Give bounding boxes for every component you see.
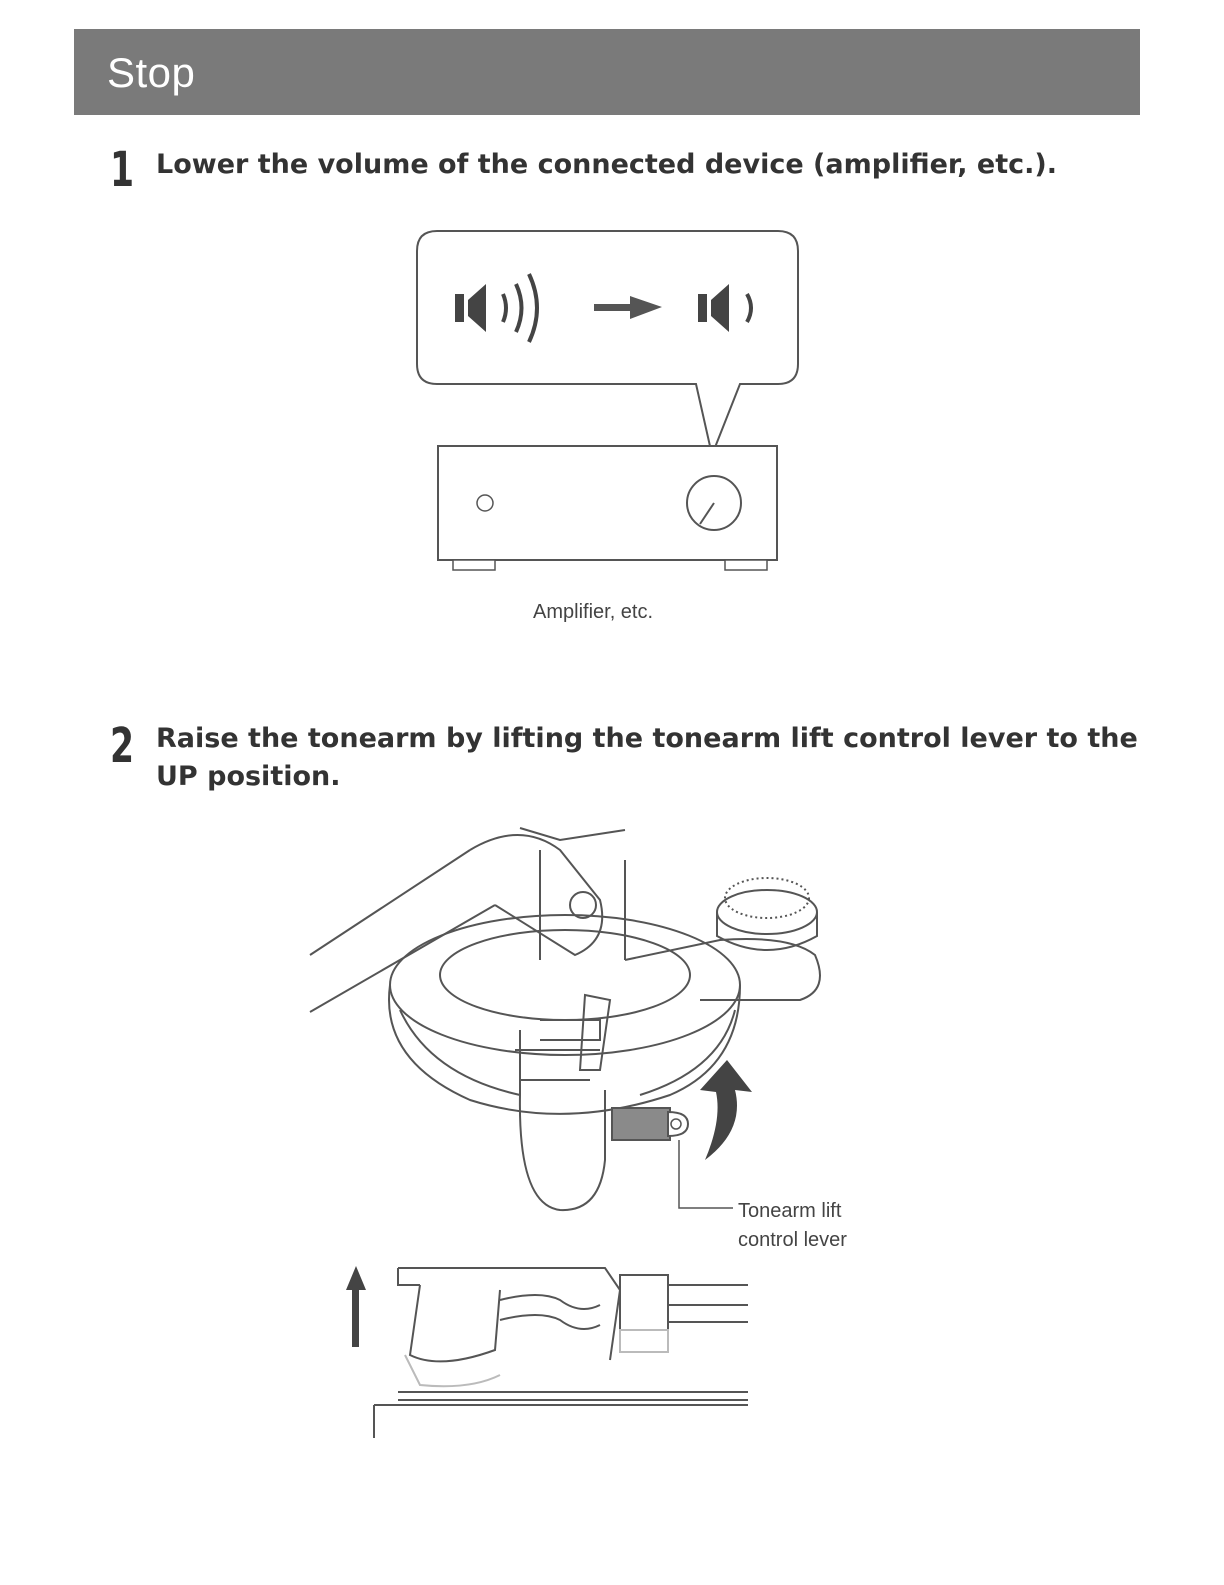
up-arrow-icon <box>346 1266 366 1347</box>
amplifier-body <box>438 446 777 560</box>
step-1-text: Lower the volume of the connected device (amplifier, etc.). <box>156 149 1057 180</box>
volume-low-icon <box>698 284 751 332</box>
amplifier-indicator <box>477 495 493 511</box>
volume-high-icon <box>455 274 537 342</box>
section-title: Stop <box>107 49 196 96</box>
lever-callout-line-1: Tonearm lift <box>738 1200 842 1222</box>
volume-knob <box>687 476 741 530</box>
lever-callout-line-2: control lever <box>738 1229 847 1251</box>
section-header <box>74 29 1140 115</box>
lift-lever <box>612 1108 670 1140</box>
arrow-right-icon <box>594 296 662 319</box>
step-2-text-line-1: Raise the tonearm by lifting the tonearm lift control lever to the <box>156 723 1138 754</box>
speech-bubble <box>417 231 798 455</box>
step-1-number: 1 <box>110 142 135 198</box>
lever-callout-label <box>738 1197 847 1255</box>
step-2-text-line-2: UP position. <box>156 761 341 792</box>
figure-1-caption: Amplifier, etc. <box>533 601 654 623</box>
lift-direction-arrow <box>700 1060 752 1160</box>
amplifier-foot-right <box>725 560 767 570</box>
step-2-number: 2 <box>110 718 135 774</box>
amplifier-foot-left <box>453 560 495 570</box>
